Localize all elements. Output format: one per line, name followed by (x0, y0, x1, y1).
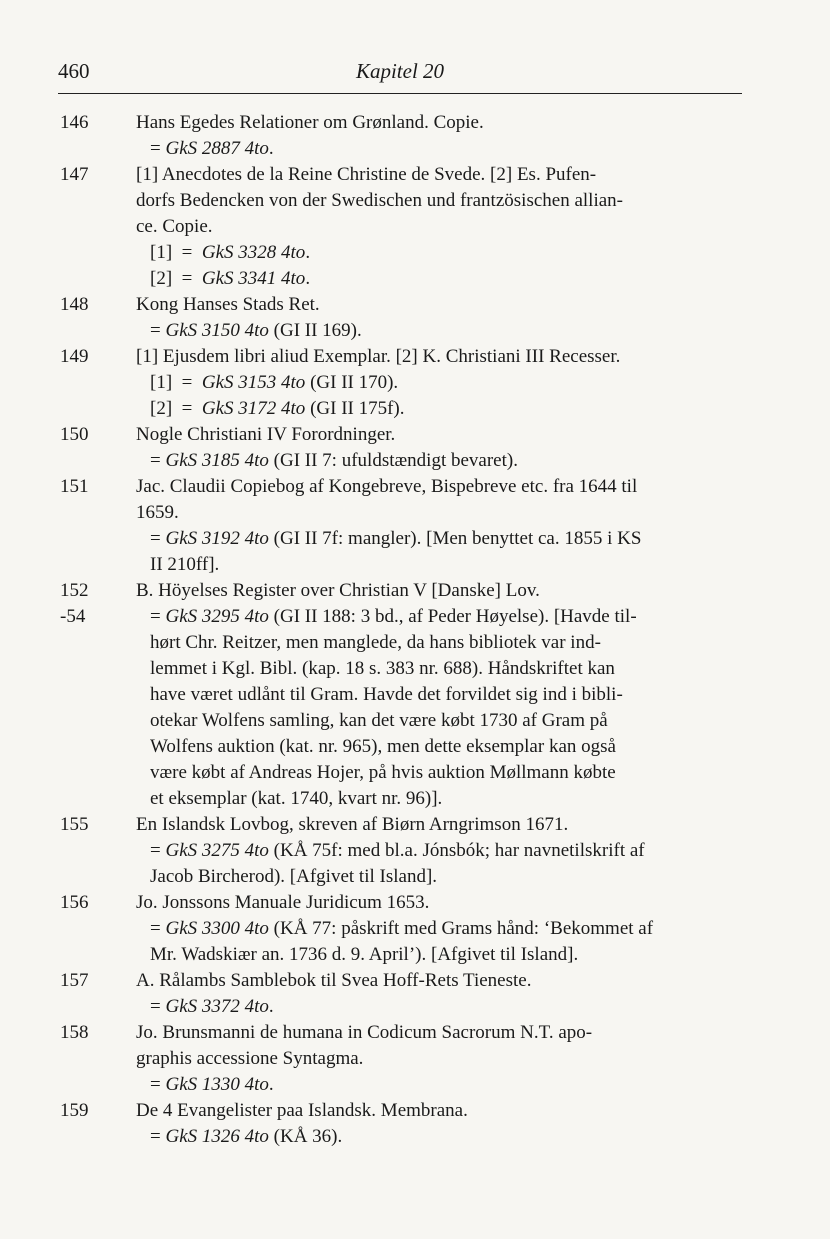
entry-line: [1] = GkS 3153 4to (GI II 170). (150, 372, 399, 393)
entry-line: = GkS 3275 4to (KÅ 75f: med bl.a. Jónsbók; har navnetilskrift af (150, 840, 645, 861)
entry-number: 148 (60, 294, 89, 315)
shelfmark: GkS 3150 4to (165, 320, 269, 341)
entry-text (136, 344, 756, 422)
shelfmark: GkS 1330 4to (165, 1074, 269, 1095)
entry-text (136, 162, 756, 292)
entry-line: have været udlånt til Gram. Havde det forvildet sig ind i bibli- (150, 684, 623, 705)
shelfmark: GkS 3295 4to (165, 606, 269, 627)
entry-line: Kong Hanses Stads Ret. (136, 294, 320, 315)
entry-line: = GkS 1330 4to. (150, 1074, 274, 1095)
entry-line: = GkS 3295 4to (GI II 188: 3 bd., af Peder Høyelse). [Havde til- (150, 606, 637, 627)
shelfmark: GkS 3328 4to (201, 242, 306, 263)
shelfmark: GkS 3192 4to (165, 528, 269, 549)
entry-line: ce. Copie. (136, 216, 213, 237)
entry-number: 155 (60, 814, 89, 835)
entry-text (136, 968, 756, 1020)
entry-line: være købt af Andreas Hojer, på hvis auktion Møllmann købte (150, 762, 616, 783)
catalogue-entry (60, 968, 760, 1020)
catalogue-entry (60, 474, 760, 578)
entry-line: Mr. Wadskiær an. 1736 d. 9. April’). [Afgivet til Island]. (150, 944, 579, 965)
catalogue-entry (60, 1098, 760, 1150)
catalogue-entry (60, 1020, 760, 1098)
catalogue-entry (60, 422, 760, 474)
catalogue-entry (60, 578, 760, 812)
entry-line: Jo. Brunsmanni de humana in Codicum Sacrorum N.T. apo- (136, 1022, 593, 1043)
entry-number: 150 (60, 424, 89, 445)
catalogue-entry (60, 292, 760, 344)
entry-text (136, 474, 756, 578)
entry-number: 146 (60, 112, 89, 133)
entry-line: graphis accessione Syntagma. (136, 1048, 364, 1069)
entry-line: A. Rålambs Samblebok til Svea Hoff-Rets Tieneste. (136, 970, 532, 991)
entry-text (136, 890, 756, 968)
entry-line: [2] = GkS 3172 4to (GI II 175f). (150, 398, 405, 419)
shelfmark: GkS 3172 4to (201, 398, 306, 419)
shelfmark: GkS 3300 4to (165, 918, 269, 939)
entry-line: = GkS 3185 4to (GI II 7: ufuldstændigt bevaret). (150, 450, 518, 471)
entry-text (136, 1098, 756, 1150)
catalogue-entry (60, 344, 760, 422)
entry-number: 157 (60, 970, 89, 991)
shelfmark: GkS 3275 4to (165, 840, 269, 861)
entry-line: Nogle Christiani IV Forordninger. (136, 424, 396, 445)
entry-line: Jo. Jonssons Manuale Juridicum 1653. (136, 892, 430, 913)
entry-line: En Islandsk Lovbog, skreven af Biørn Arngrimson 1671. (136, 814, 569, 835)
entry-text (136, 812, 756, 890)
entry-line: otekar Wolfens samling, kan det være købt 1730 af Gram på (150, 710, 608, 731)
catalogue-entry (60, 812, 760, 890)
entry-number: 151 (60, 476, 89, 497)
entry-line: = GkS 3300 4to (KÅ 77: påskrift med Grams hånd: ‘Bekommet af (150, 918, 654, 939)
entry-number: 156 (60, 892, 89, 913)
entry-line: [1] Ejusdem libri aliud Exemplar. [2] K. Christiani III Recesser. (136, 346, 621, 367)
entry-line: = GkS 1326 4to (KÅ 36). (150, 1126, 343, 1147)
entry-line: dorfs Bedencken von der Swedischen und frantzösischen allian- (136, 190, 623, 211)
entry-line: II 210ff]. (150, 554, 220, 575)
entry-line: 1659. (136, 502, 179, 523)
entry-line: [1] Anecdotes de la Reine Christine de Svede. [2] Es. Pufen- (136, 164, 597, 185)
entry-number: 158 (60, 1022, 89, 1043)
shelfmark: GkS 2887 4to (165, 138, 269, 159)
header-rule (58, 93, 742, 94)
catalogue-entry (60, 162, 760, 292)
entry-line: Hans Egedes Relationer om Grønland. Copie. (136, 112, 484, 133)
entry-line: = GkS 3150 4to (GI II 169). (150, 320, 362, 341)
entry-line: = GkS 3372 4to. (150, 996, 274, 1017)
shelfmark: GkS 3153 4to (201, 372, 306, 393)
entry-text (136, 578, 756, 812)
entry-line: lemmet i Kgl. Bibl. (kap. 18 s. 383 nr. 688). Håndskriftet kan (150, 658, 615, 679)
entry-number: 147 (60, 164, 89, 185)
entry-number: 159 (60, 1100, 89, 1121)
entry-number: 152 -54 (60, 580, 89, 627)
entry-text (136, 1020, 756, 1098)
shelfmark: GkS 3372 4to (165, 996, 269, 1017)
entry-line: Jac. Claudii Copiebog af Kongebreve, Bispebreve etc. fra 1644 til (136, 476, 638, 497)
entry-line: et eksemplar (kat. 1740, kvart nr. 96)]. (150, 788, 443, 809)
shelfmark: GkS 3185 4to (165, 450, 269, 471)
entry-line: B. Höyelses Register over Christian V [Danske] Lov. (136, 580, 540, 601)
shelfmark: GkS 3341 4to (201, 268, 306, 289)
entry-line: De 4 Evangelister paa Islandsk. Membrana. (136, 1100, 468, 1121)
entry-text (136, 110, 756, 162)
entry-line: hørt Chr. Reitzer, men manglede, da hans bibliotek var ind- (150, 632, 601, 653)
page-header (58, 55, 742, 95)
shelfmark: GkS 1326 4to (165, 1126, 269, 1147)
page-number: 460 (58, 59, 90, 83)
entry-line: Wolfens auktion (kat. nr. 965), men dette eksemplar kan også (150, 736, 616, 757)
entry-number: 149 (60, 346, 89, 367)
catalogue-entry (60, 110, 760, 162)
running-title: Kapitel 20 (355, 59, 445, 83)
entry-text (136, 292, 756, 344)
entry-line: [2] = GkS 3341 4to. (150, 268, 311, 289)
catalogue-entry (60, 890, 760, 968)
catalogue-entries (60, 110, 760, 1150)
entry-line: = GkS 2887 4to. (150, 138, 274, 159)
entry-line: [1] = GkS 3328 4to. (150, 242, 311, 263)
entry-line: = GkS 3192 4to (GI II 7f: mangler). [Men benyttet ca. 1855 i KS (150, 528, 642, 549)
entry-line: Jacob Bircherod). [Afgivet til Island]. (150, 866, 438, 887)
entry-text (136, 422, 756, 474)
